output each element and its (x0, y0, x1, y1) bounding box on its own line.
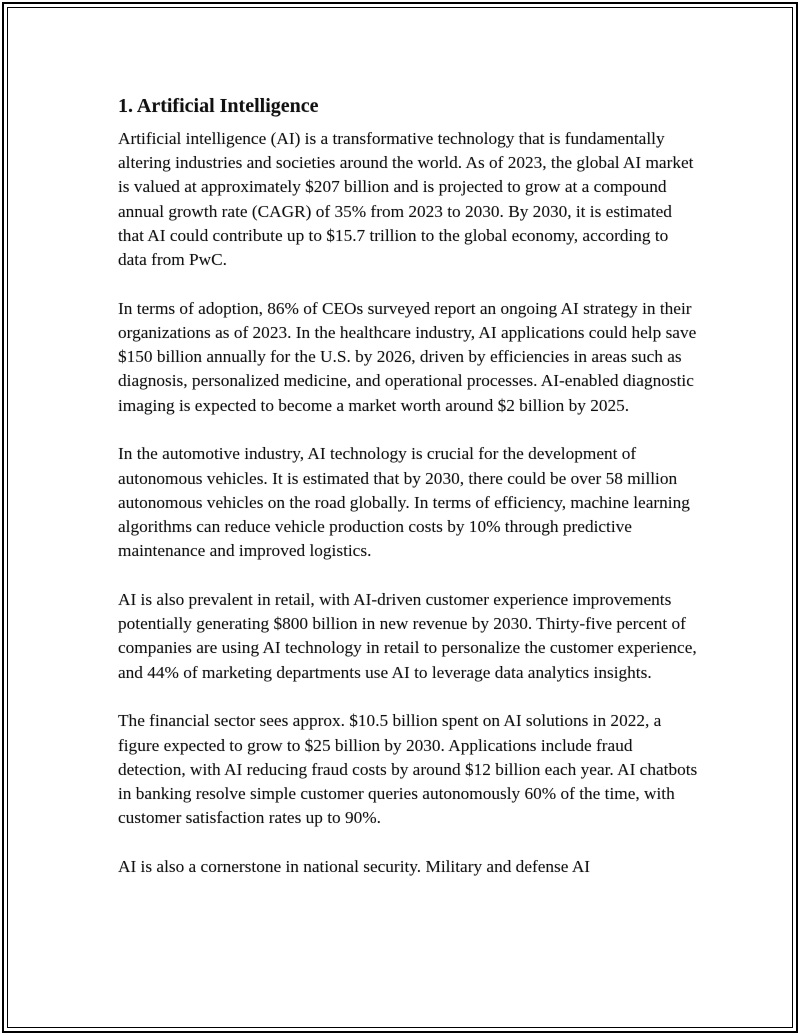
document-body (118, 92, 698, 904)
paragraph-financial: The financial sector sees approx. $10.5 billion spent on AI solutions in 2022, a figure expected to grow to $25 billion by 2030. Applications include fraud detection, with AI reducing fraud costs by around $12 billion each year. AI chatbots in banking resolve simple customer queries autonomously 60% of the time, with customer satisfaction rates up to 90%. (118, 711, 698, 828)
paragraph-automotive: In the automotive industry, AI technology is crucial for the development of autonomous vehicles. It is estimated that by 2030, there could be over 58 million autonomous vehicles on the road globally. In terms of efficiency, machine learning algorithms can reduce vehicle production costs by 10% through predictive maintenance and improved logistics. (118, 444, 690, 561)
paragraph-national-security: AI is also a cornerstone in national security. Military and defense AI (118, 857, 591, 877)
paragraph-market-overview: Artificial intelligence (AI) is a transformative technology that is fundamentally altering industries and societies around the world. As of 2023, the global AI market is valued at approximately $207 billion and is projected to grow at a compound annual growth rate (CAGR) of 35% from 2023 to 2030. By 2030, it is estimated that AI could contribute up to $15.7 trillion to the global economy, according to data from PwC. (118, 129, 694, 270)
paragraph-retail: AI is also prevalent in retail, with AI-driven customer experience improvements potentially generating $800 billion in new revenue by 2030. Thirty-five percent of companies are using AI technology in retail to personalize the customer experience, and 44% of marketing departments use AI to leverage data analytics insights. (118, 590, 697, 682)
paragraph-adoption-healthcare: In terms of adoption, 86% of CEOs surveyed report an ongoing AI strategy in their organizations as of 2023. In the healthcare industry, AI applications could help save $150 billion annually for the U.S. by 2026, driven by efficiencies in areas such as diagnosis, personalized medicine, and operational processes. AI-enabled diagnostic imaging is expected to become a market worth around $2 billion by 2025. (118, 298, 697, 415)
section-heading: 1. Artificial Intelligence (118, 95, 319, 117)
